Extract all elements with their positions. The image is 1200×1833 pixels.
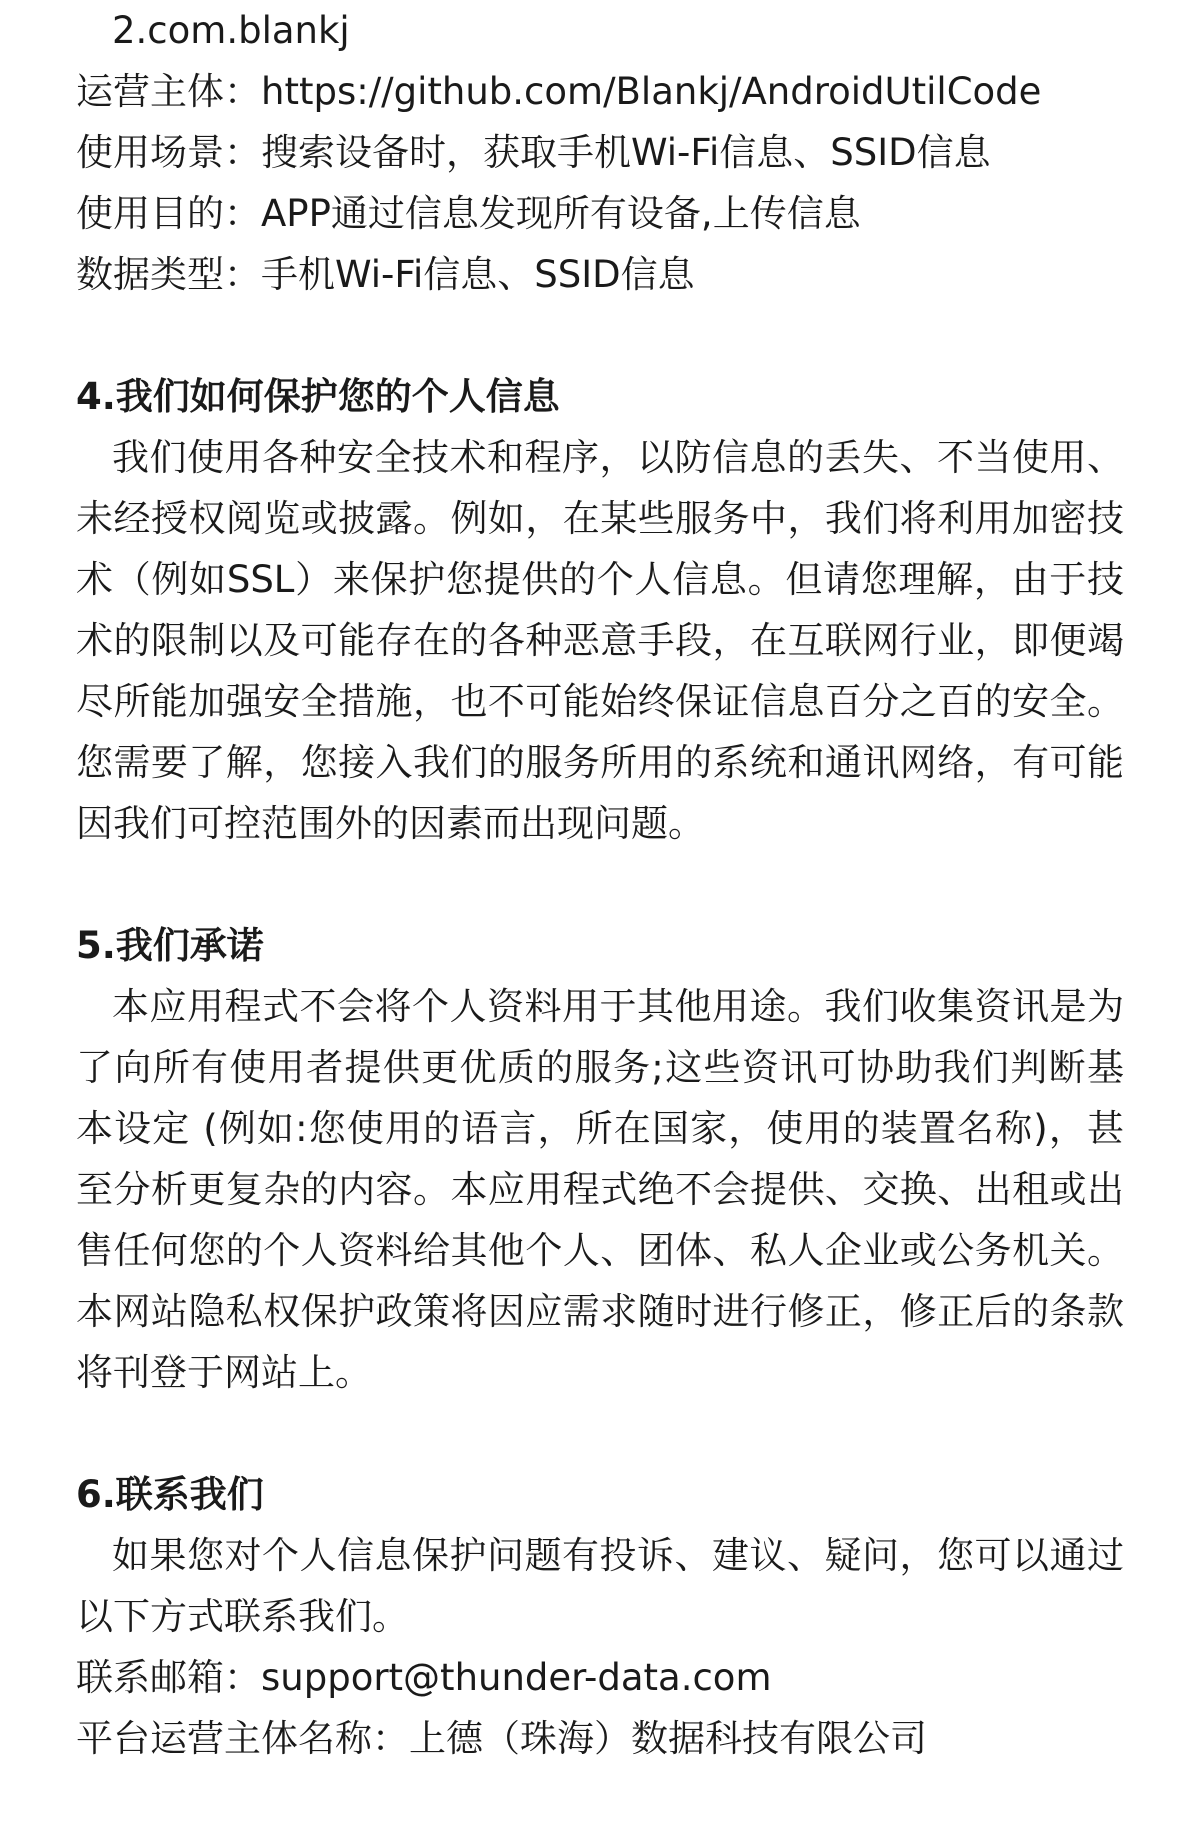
platform-operator: 平台运营主体名称：上德（珠海）数据科技有限公司: [76, 1717, 927, 1760]
section-heading: 4.我们如何保护您的个人信息: [76, 375, 560, 418]
sdk-info-block: [76, 0, 1124, 305]
sdk-item-name: 2.com.blankj: [112, 9, 350, 52]
section-contact: [76, 1464, 1124, 1769]
section-protection: [76, 366, 1124, 854]
sdk-scenario: 使用场景：搜索设备时，获取手机Wi-Fi信息、SSID信息: [76, 131, 991, 174]
section-body: 我们使用各种安全技术和程序，以防信息的丢失、不当使用、未经授权阅览或披露。例如，在某些服务中，我们将利用加密技术（例如SSL）来保护您提供的个人信息。但请您理解，由于技术的限制以及可能存在的各种恶意手段，在互联网行业，即便竭尽所能加强安全措施，也不可能始终保证信息百分之百的安全。您需要了解，您接入我们的服务所用的系统和通讯网络，有可能因我们可控范围外的因素而出现问题。: [76, 436, 1124, 845]
spacer: [76, 305, 1124, 366]
sdk-data-type: 数据类型：手机Wi-Fi信息、SSID信息: [76, 253, 695, 296]
section-heading: 5.我们承诺: [76, 924, 264, 967]
contact-email: 联系邮箱：support@thunder-data.com: [76, 1656, 772, 1699]
sdk-purpose: 使用目的：APP通过信息发现所有设备,上传信息: [76, 192, 861, 235]
sdk-operator: 运营主体：https://github.com/Blankj/AndroidUtilCode: [76, 70, 1042, 113]
spacer: [76, 854, 1124, 915]
section-body: 如果您对个人信息保护问题有投诉、建议、疑问，您可以通过以下方式联系我们。: [76, 1534, 1124, 1638]
section-heading: 6.联系我们: [76, 1473, 264, 1516]
section-body: 本应用程式不会将个人资料用于其他用途。我们收集资讯是为了向所有使用者提供更优质的服务;这些资讯可协助我们判断基本设定 (例如:您使用的语言，所在国家，使用的装置名称)，甚至分析更复杂的内容。本应用程式绝不会提供、交换、出租或出售任何您的个人资料给其他个人、团体、私人企业或公务机关。本网站隐私权保护政策将因应需求随时进行修正，修正后的条款将刊登于网站上。: [76, 985, 1124, 1394]
spacer: [76, 1403, 1124, 1464]
section-commitment: [76, 915, 1124, 1403]
